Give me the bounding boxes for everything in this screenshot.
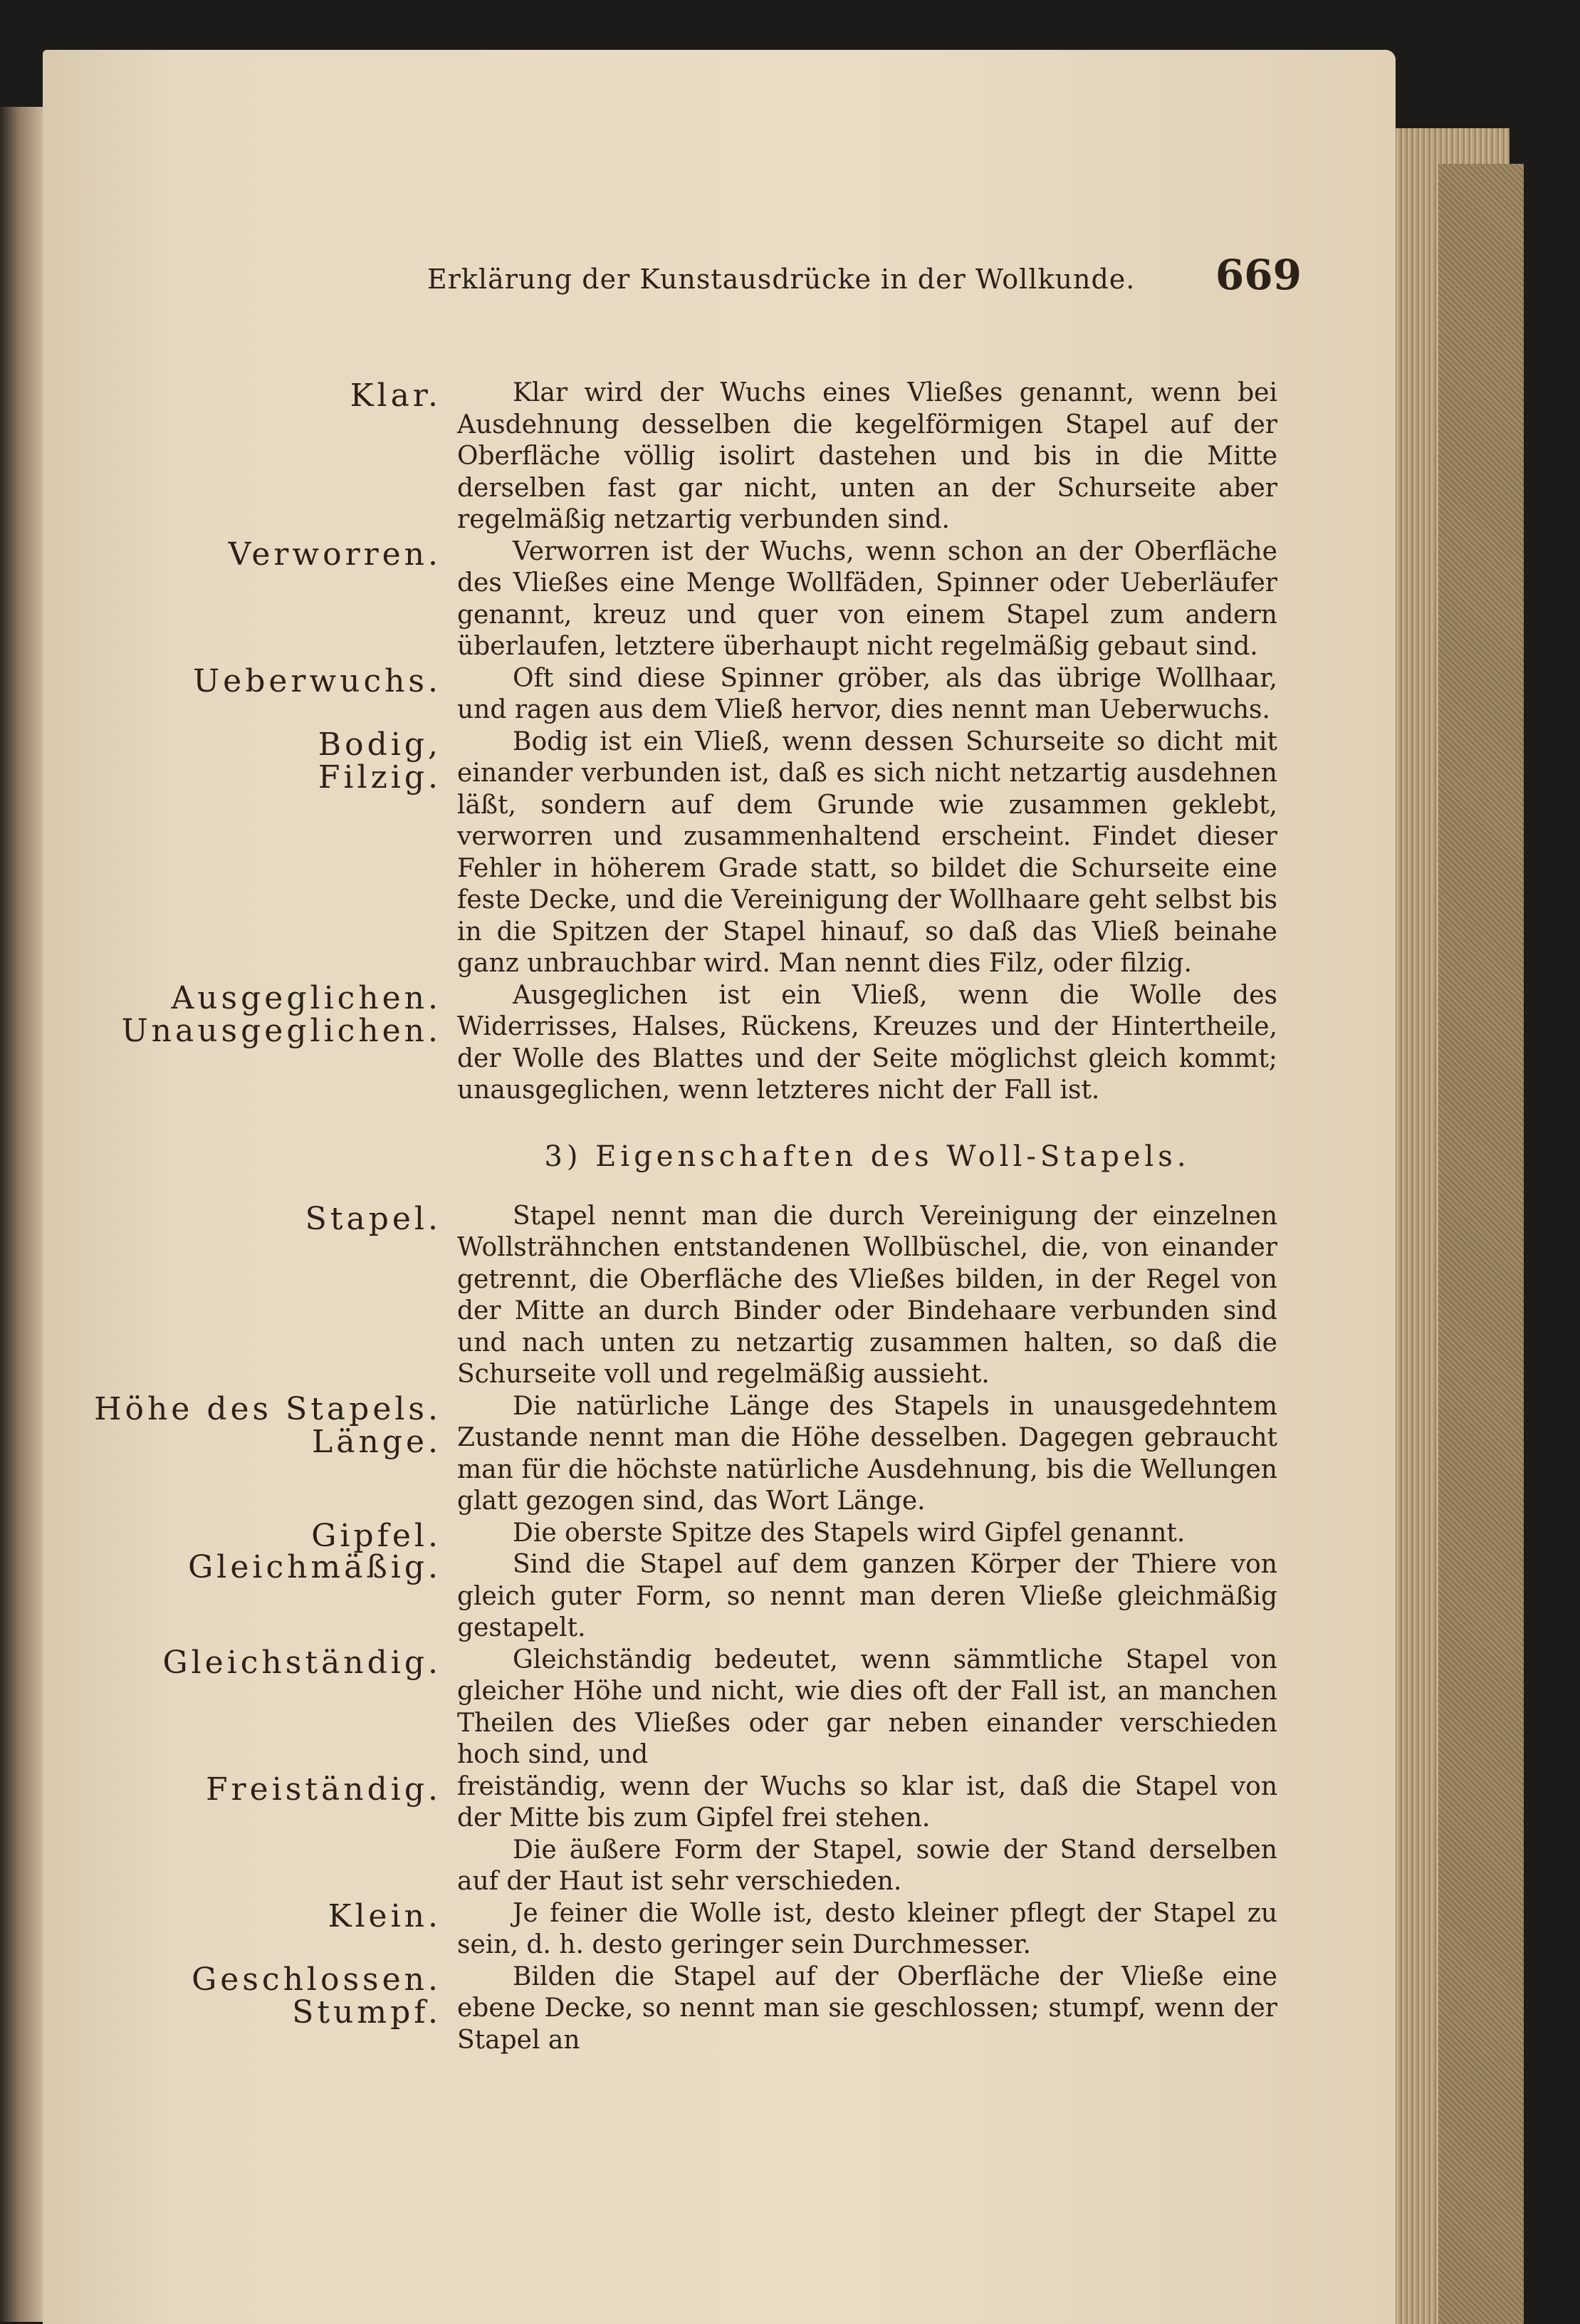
marginal-term: Länge.	[312, 1423, 441, 1460]
marginal-terms	[43, 1549, 441, 1585]
entry-row	[43, 1898, 1396, 1961]
page-number: 669	[1215, 251, 1302, 299]
marginal-terms	[43, 1200, 441, 1237]
marginal-terms	[43, 1961, 441, 2031]
left-page-edge	[0, 107, 43, 2322]
entry-row	[43, 726, 1396, 980]
entry-row	[43, 1961, 1396, 2057]
entry-row	[43, 1201, 1396, 1391]
entry-row	[43, 663, 1396, 726]
entry-paragraph: Ausgeglichen ist ein Vließ, wenn die Wolle des Widerrisses, Halses, Rückens, Kreuzes und der Hintertheile, der Wolle des Blattes und der Seite möglichst gleich kommt; unausgeglichen, wenn letzteres nicht der Fall ist.	[457, 980, 1277, 1105]
marginal-term: Ueberwuchs.	[193, 662, 441, 699]
entry-row	[43, 1549, 1396, 1645]
marginal-term: Gleichständig.	[162, 1644, 441, 1681]
entry-paragraph: Klar wird der Wuchs eines Vließes genannt, wenn bei Ausdehnung desselben die kegelförmigen Stapel auf der Oberfläche völlig isolirt dastehen und bis in die Mitte derselben fast gar nicht, unten an der Schurseite aber regelmäßig netzartig verbunden sind.	[457, 378, 1277, 534]
entry-paragraph: Bodig ist ein Vließ, wenn dessen Schurseite so dicht mit einander verbunden ist, daß es sich nicht netzartig ausdehnen läßt, sondern auf dem Grunde wie zusammen geklebt, verworren und zusammenhaltend erscheint. Findet dieser Fehler in höherem Grade statt, so bildet die Schurseite eine feste Decke, und die Vereinigung der Wollhaare geht selbst bis in die Spitzen der Stapel hinauf, so daß das Vließ beinahe ganz unbrauchbar wird. Man nennt dies Filz, oder filzig.	[457, 726, 1277, 978]
marginal-term: Geschlossen.	[192, 1961, 441, 1998]
entries-group-1	[43, 377, 1396, 1107]
marginal-terms	[43, 1390, 441, 1460]
entry-paragraph: Stapel nennt man die durch Vereinigung der einzelnen Wollsträhnchen entstandenen Wollbüschel, die, von einander getrennt, die Oberfläche des Vließes bilden, in der Regel von der Mitte an durch Binder oder Bindehaare verbunden sind und nach unten zu netzartig zusammen halten, so daß die Schurseite voll und regelmäßig aussieht.	[457, 1201, 1277, 1389]
entry-paragraph: Je feiner die Wolle ist, desto kleiner pflegt der Stapel zu sein, d. h. desto geringer sein Durchmesser.	[457, 1898, 1277, 1959]
marginal-term: Gipfel.	[311, 1517, 441, 1554]
entries-group-2	[43, 1201, 1396, 2057]
entry-paragraph: Die oberste Spitze des Stapels wird Gipfel genannt.	[513, 1518, 1186, 1548]
marginal-terms	[43, 1897, 441, 1934]
entry-row	[43, 1771, 1396, 1835]
book-page	[43, 50, 1396, 2324]
entry-paragraph: Die äußere Form der Stapel, sowie der Stand derselben auf der Haut ist sehr verschieden.	[457, 1835, 1277, 1896]
entry-row	[43, 1517, 1396, 1554]
entry-paragraph: Bilden die Stapel auf der Oberfläche der Vließe eine ebene Decke, so nennt man sie geschlossen; stumpf, wenn der Stapel an	[457, 1961, 1277, 2055]
marginal-term: Freiständig.	[206, 1771, 441, 1808]
marginal-term: Höhe des Stapels.	[94, 1390, 441, 1427]
running-header: Erklärung der Kunstausdrücke in der Wollkunde.	[427, 264, 1136, 295]
marginal-term: Unausgeglichen.	[121, 1012, 441, 1049]
marginal-terms	[43, 536, 441, 573]
entry-paragraph: Die natürliche Länge des Stapels in unausgedehntem Zustande nennt man die Höhe desselben. Dagegen gebraucht man für die höchste natürliche Ausdehnung, bis die Wellungen glatt gezogen sind, das Wort Länge.	[457, 1391, 1277, 1516]
entry-row	[43, 1645, 1396, 1771]
marginal-term: Bodig,	[318, 726, 441, 763]
marginal-terms	[43, 1771, 441, 1808]
marginal-term: Verworren.	[228, 536, 441, 573]
marginal-term: Stumpf.	[292, 1994, 441, 2031]
marginal-terms	[43, 662, 441, 699]
entry-row	[43, 1835, 1396, 1898]
marginal-terms	[43, 726, 441, 796]
marginal-term: Stapel.	[305, 1200, 441, 1237]
marginal-term: Klar.	[350, 377, 441, 414]
book-cover-edge	[1438, 164, 1524, 2324]
entry-row	[43, 1391, 1396, 1518]
entry-row	[43, 536, 1396, 663]
entry-paragraph: freiständig, wenn der Wuchs so klar ist, daß die Stapel von der Mitte bis zum Gipfel frei stehen.	[457, 1771, 1277, 1833]
marginal-term: Gleichmäßig.	[188, 1549, 441, 1585]
marginal-term: Ausgeglichen.	[171, 979, 441, 1016]
entry-paragraph: Gleichständig bedeutet, wenn sämmtliche Stapel von gleicher Höhe und nicht, wie dies oft der Fall ist, an manchen Theilen des Vließes oder gar neben einander verschieden hoch sind, und	[457, 1645, 1277, 1769]
marginal-terms	[43, 979, 441, 1049]
entry-paragraph: Verworren ist der Wuchs, wenn schon an der Oberfläche des Vließes eine Menge Wollfäden, Spinner oder Ueberläufer genannt, kreuz und quer von einem Stapel zum andern überlaufen, letztere überhaupt nicht regelmäßig gebaut sind.	[457, 536, 1277, 661]
marginal-terms	[43, 377, 441, 414]
section-heading: 3) Eigenschaften des Woll-Stapels.	[544, 1140, 1191, 1173]
page-content	[43, 377, 1396, 2056]
marginal-term: Filzig.	[318, 759, 441, 796]
marginal-terms	[43, 1517, 441, 1554]
entry-row	[43, 377, 1396, 536]
marginal-terms	[43, 1644, 441, 1681]
entry-paragraph: Sind die Stapel auf dem ganzen Körper der Thiere von gleich guter Form, so nennt man deren Vließe gleichmäßig gestapelt.	[457, 1550, 1277, 1642]
entry-row	[43, 980, 1396, 1107]
marginal-term: Klein.	[328, 1897, 441, 1934]
entry-paragraph: Oft sind diese Spinner gröber, als das übrige Wollhaar, und ragen aus dem Vließ hervor, dies nennt man Ueberwuchs.	[457, 663, 1277, 724]
